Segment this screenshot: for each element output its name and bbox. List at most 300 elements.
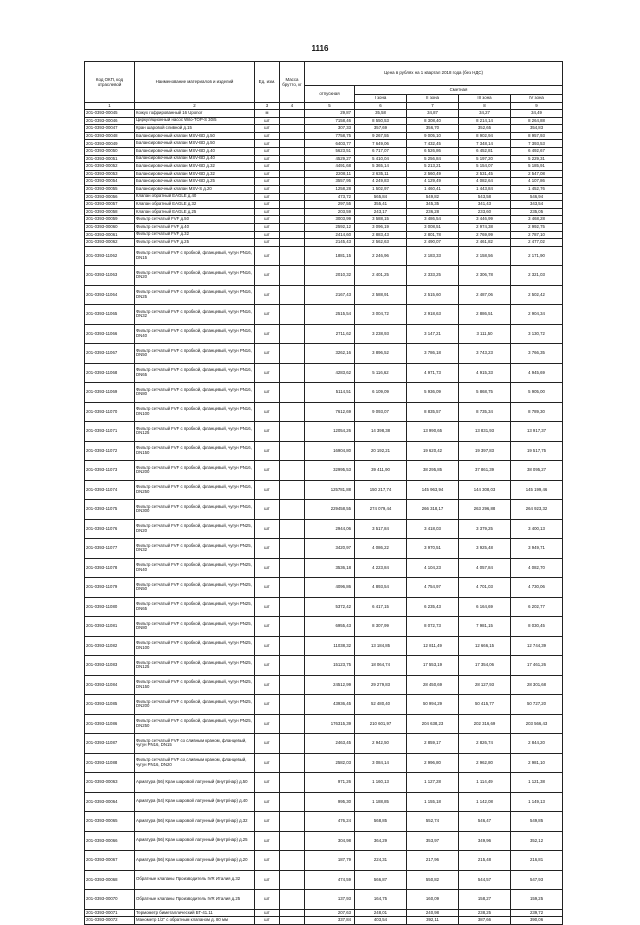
zone-1-price: 39 411,90 bbox=[355, 461, 407, 481]
zone-2-price: 2 918,63 bbox=[407, 305, 459, 325]
zone-2-price: 160,09 bbox=[407, 890, 459, 910]
item-name: Клапан обратный EAGLE д.32 bbox=[135, 201, 255, 209]
zone-3-price: 2 962,80 bbox=[459, 753, 511, 773]
mass bbox=[280, 140, 305, 148]
unit: шт bbox=[255, 597, 280, 617]
item-name: Фильтр сетчатый FVF с пробкой, фланцевый, чугун PN16, DN15 bbox=[135, 246, 255, 266]
code: 201-0393-00045 bbox=[85, 110, 135, 118]
item-name: Фильтр сетчатый FVF с пробкой, фланцевый, чугун PN16, DN150 bbox=[135, 441, 255, 461]
zone-4-price: 8 957,93 bbox=[511, 132, 563, 140]
code: 201-0393-00065 bbox=[85, 812, 135, 832]
zone-1-price: 7 649,06 bbox=[355, 140, 407, 148]
zone-3-price: 5 197,20 bbox=[459, 155, 511, 163]
unit: шт bbox=[255, 363, 280, 383]
zone-3-price: 2 461,82 bbox=[459, 239, 511, 247]
table-row bbox=[85, 636, 563, 656]
item-name: Обратные клапаны Производитель IVR Италия д.25 bbox=[135, 890, 255, 910]
zone-4-price: 3 949,71 bbox=[511, 539, 563, 559]
zone-1-price: 2 562,63 bbox=[355, 239, 407, 247]
zone-1-price: 5 116,62 bbox=[355, 363, 407, 383]
zone-1-price: 5 410,04 bbox=[355, 155, 407, 163]
code: 201-0393-00068 bbox=[85, 870, 135, 890]
release-price: 137,93 bbox=[305, 890, 355, 910]
item-name: Арматура (56) Кран шаровой латунный (внутр/нар) д.50 bbox=[135, 773, 255, 793]
zone-3-price: 17 354,06 bbox=[459, 656, 511, 676]
table-row bbox=[85, 695, 563, 715]
zone-3-price: 341,43 bbox=[459, 201, 511, 209]
zone-3-price: 546,47 bbox=[459, 812, 511, 832]
table-row bbox=[85, 110, 563, 118]
unit: шт bbox=[255, 773, 280, 793]
zone-4-price: 1 452,76 bbox=[511, 185, 563, 193]
code: 201-0393-00052 bbox=[85, 163, 135, 171]
release-price: 3557,95 bbox=[305, 178, 355, 186]
zone-1-price: 6 417,15 bbox=[355, 597, 407, 617]
table-row bbox=[85, 597, 563, 617]
zone-1-price: 3 096,19 bbox=[355, 223, 407, 231]
table-row bbox=[85, 917, 563, 925]
zone-1-price: 243,17 bbox=[355, 208, 407, 216]
code: 201-0393-00059 bbox=[85, 216, 135, 224]
zone-2-price: 145 963,94 bbox=[407, 480, 459, 500]
zone-1-price: 8 550,53 bbox=[355, 117, 407, 125]
release-price: 7758,75 bbox=[305, 132, 355, 140]
table-row bbox=[85, 223, 563, 231]
zone-1-price: 8 307,99 bbox=[355, 617, 407, 637]
zone-3-price: 13 831,93 bbox=[459, 422, 511, 442]
table-row bbox=[85, 480, 563, 500]
release-price: 5372,42 bbox=[305, 597, 355, 617]
zone-2-price: 549,82 bbox=[407, 193, 459, 201]
zone-1-price: 6 109,09 bbox=[355, 383, 407, 403]
table-row bbox=[85, 208, 563, 216]
table-row bbox=[85, 163, 563, 171]
code: 201-0393-00072 bbox=[85, 917, 135, 925]
zone-2-price: 4 129,49 bbox=[407, 178, 459, 186]
zone-4-price: 5 905,00 bbox=[511, 383, 563, 403]
zone-3-price: 158,27 bbox=[459, 890, 511, 910]
code: 201-0393-11080 bbox=[85, 597, 135, 617]
release-price: 995,30 bbox=[305, 792, 355, 812]
zone-2-price: 3 418,03 bbox=[407, 519, 459, 539]
zone-1-price: 4 223,84 bbox=[355, 558, 407, 578]
zone-4-price: 203 566,43 bbox=[511, 714, 563, 734]
code: 201-0393-00058 bbox=[85, 208, 135, 216]
zone-4-price: 547,93 bbox=[511, 870, 563, 890]
table-row bbox=[85, 402, 563, 422]
unit: шт bbox=[255, 831, 280, 851]
mass bbox=[280, 125, 305, 133]
item-name: Фильтр сетчатый FVF со сливным краном, фланцевый, чугун PN16, DN20 bbox=[135, 753, 255, 773]
header-price-group: Цена в рублях на 1 квартал 2018 года (без НДС) bbox=[305, 62, 563, 86]
zone-1-price: 3 238,93 bbox=[355, 324, 407, 344]
code: 201-0393-00071 bbox=[85, 909, 135, 917]
zone-4-price: 4 730,06 bbox=[511, 578, 563, 598]
zone-4-price: 3 766,35 bbox=[511, 344, 563, 364]
item-name: Фильтр сетчатый FVF с пробкой, фланцевый, чугун PN16, DN100 bbox=[135, 402, 255, 422]
item-name: Кран шаровой сливной д.15 bbox=[135, 125, 255, 133]
item-name: Фильтр сетчатый FVF д.25 bbox=[135, 239, 255, 247]
code: 201-0393-00057 bbox=[85, 201, 135, 209]
code: 201-0393-11077 bbox=[85, 539, 135, 559]
mass bbox=[280, 324, 305, 344]
release-price: 4283,62 bbox=[305, 363, 355, 383]
zone-3-price: 37 861,39 bbox=[459, 461, 511, 481]
table-row bbox=[85, 812, 563, 832]
zone-2-price: 2 490,07 bbox=[407, 239, 459, 247]
release-price: 12054,26 bbox=[305, 422, 355, 442]
zone-2-price: 5 256,84 bbox=[407, 155, 459, 163]
zone-4-price: 3 400,13 bbox=[511, 519, 563, 539]
code: 201-0393-00050 bbox=[85, 147, 135, 155]
unit: шт bbox=[255, 201, 280, 209]
zone-4-price: 6 492,67 bbox=[511, 147, 563, 155]
release-price: 16904,80 bbox=[305, 441, 355, 461]
code: 201-0393-11084 bbox=[85, 675, 135, 695]
table-row bbox=[85, 675, 563, 695]
table-row bbox=[85, 578, 563, 598]
zone-1-price: 403,54 bbox=[355, 917, 407, 925]
item-name: Балансировочный клапан MSV-S д.20 bbox=[135, 185, 255, 193]
release-price: 476,24 bbox=[305, 812, 355, 832]
release-price: 6955,43 bbox=[305, 617, 355, 637]
zone-2-price: 353,97 bbox=[407, 831, 459, 851]
item-name: Балансировочный клапан MSV-BD д.40 bbox=[135, 147, 255, 155]
zone-4-price: 4 945,69 bbox=[511, 363, 563, 383]
release-price: 15123,75 bbox=[305, 656, 355, 676]
unit: шт bbox=[255, 324, 280, 344]
item-name: Фильтр сетчатый FVF с пробкой, фланцевый, чугун PN16, DN125 bbox=[135, 422, 255, 442]
zone-4-price: 549,85 bbox=[511, 812, 563, 832]
zone-2-price: 204 638,23 bbox=[407, 714, 459, 734]
zone-4-price: 50 727,20 bbox=[511, 695, 563, 715]
zone-4-price: 17 461,26 bbox=[511, 656, 563, 676]
table-row bbox=[85, 170, 563, 178]
item-name: Балансировочный клапан MSV-BD д.40 bbox=[135, 155, 255, 163]
zone-1-price: 2 635,11 bbox=[355, 170, 407, 178]
item-name: Кожух гофрированный 16 Uponor bbox=[135, 110, 255, 118]
table-row bbox=[85, 266, 563, 286]
zone-3-price: 2 974,38 bbox=[459, 223, 511, 231]
release-price: 3536,18 bbox=[305, 558, 355, 578]
code: 201-0393-11072 bbox=[85, 441, 135, 461]
mass bbox=[280, 155, 305, 163]
table-row bbox=[85, 890, 563, 910]
table-row bbox=[85, 500, 563, 520]
code: 201-0393-11081 bbox=[85, 617, 135, 637]
table-row bbox=[85, 216, 563, 224]
zone-1-price: 5 365,14 bbox=[355, 163, 407, 171]
mass bbox=[280, 753, 305, 773]
zone-2-price: 9 005,10 bbox=[407, 132, 459, 140]
unit: шт bbox=[255, 383, 280, 403]
mass bbox=[280, 246, 305, 266]
mass bbox=[280, 461, 305, 481]
code: 201-0393-11068 bbox=[85, 363, 135, 383]
item-name: Фильтр сетчатый FVF с пробкой, фланцевый, чугун PN16, DN200 bbox=[135, 461, 255, 481]
table-row bbox=[85, 231, 563, 239]
table-row bbox=[85, 870, 563, 890]
code: 201-0393-00049 bbox=[85, 140, 135, 148]
mass bbox=[280, 110, 305, 118]
zone-1-price: 210 601,97 bbox=[355, 714, 407, 734]
zone-2-price: 3 786,18 bbox=[407, 344, 459, 364]
zone-3-price: 6 452,81 bbox=[459, 147, 511, 155]
unit: шт bbox=[255, 422, 280, 442]
unit: шт bbox=[255, 500, 280, 520]
zone-2-price: 2 801,78 bbox=[407, 231, 459, 239]
zone-4-price: 235,05 bbox=[511, 208, 563, 216]
zone-2-price: 7 432,45 bbox=[407, 140, 459, 148]
zone-1-price: 35,58 bbox=[355, 110, 407, 118]
header-estimate: Сметная bbox=[355, 86, 563, 95]
code: 201-0393-11082 bbox=[85, 636, 135, 656]
mass bbox=[280, 480, 305, 500]
code: 201-0393-11087 bbox=[85, 734, 135, 754]
release-price: 5114,51 bbox=[305, 383, 355, 403]
zone-3-price: 2 487,06 bbox=[459, 285, 511, 305]
unit: шт bbox=[255, 753, 280, 773]
item-name: Фильтр сетчатый FVF с пробкой, фланцевый, чугун PN16, DN32 bbox=[135, 305, 255, 325]
table-row bbox=[85, 714, 563, 734]
zone-2-price: 2 333,25 bbox=[407, 266, 459, 286]
zone-2-price: 552,74 bbox=[407, 812, 459, 832]
item-name: Фильтр сетчатый FVF с пробкой, фланцевый, чугун PN25, DN150 bbox=[135, 675, 255, 695]
zone-3-price: 2 886,51 bbox=[459, 305, 511, 325]
release-price: 2515,54 bbox=[305, 305, 355, 325]
item-name: Фильтр сетчатый FVF с пробкой, фланцевый, чугун PN25, DN80 bbox=[135, 617, 255, 637]
zone-2-price: 28 450,69 bbox=[407, 675, 459, 695]
table-row bbox=[85, 461, 563, 481]
table-row bbox=[85, 363, 563, 383]
zone-3-price: 4 057,84 bbox=[459, 558, 511, 578]
table-row bbox=[85, 246, 563, 266]
release-price: 473,72 bbox=[305, 193, 355, 201]
code: 201-0393-11069 bbox=[85, 383, 135, 403]
zone-1-price: 1 160,13 bbox=[355, 773, 407, 793]
zone-2-price: 550,82 bbox=[407, 870, 459, 890]
zone-2-price: 240,98 bbox=[407, 909, 459, 917]
code: 201-0393-00054 bbox=[85, 178, 135, 186]
item-name: Фильтр сетчатый FVF с пробкой, фланцевый, чугун PN25, DN125 bbox=[135, 656, 255, 676]
release-price: 229458,55 bbox=[305, 500, 355, 520]
header-zone: I зона bbox=[355, 95, 407, 103]
release-price: 307,33 bbox=[305, 125, 355, 133]
mass bbox=[280, 231, 305, 239]
table-row bbox=[85, 239, 563, 247]
zone-4-price: 5 185,91 bbox=[511, 163, 563, 171]
mass bbox=[280, 132, 305, 140]
mass bbox=[280, 266, 305, 286]
release-price: 2582,03 bbox=[305, 753, 355, 773]
header-zone: II зона bbox=[407, 95, 459, 103]
unit: шт bbox=[255, 239, 280, 247]
release-price: 2944,06 bbox=[305, 519, 355, 539]
zone-1-price: 14 398,38 bbox=[355, 422, 407, 442]
code: 201-0393-00063 bbox=[85, 773, 135, 793]
zone-1-price: 2 246,96 bbox=[355, 246, 407, 266]
code: 201-0393-00062 bbox=[85, 239, 135, 247]
item-name: Фильтр сетчатый FVF с пробкой, фланцевый, чугун PN25, DN250 bbox=[135, 714, 255, 734]
zone-4-price: 264 923,32 bbox=[511, 500, 563, 520]
zone-1-price: 224,31 bbox=[355, 851, 407, 871]
mass bbox=[280, 363, 305, 383]
item-name: Балансировочный клапан MSV-BD д.32 bbox=[135, 163, 255, 171]
zone-3-price: 3 379,25 bbox=[459, 519, 511, 539]
zone-1-price: 4 249,83 bbox=[355, 178, 407, 186]
unit: шт bbox=[255, 193, 280, 201]
zone-4-price: 8 789,30 bbox=[511, 402, 563, 422]
mass bbox=[280, 178, 305, 186]
zone-2-price: 266 318,17 bbox=[407, 500, 459, 520]
release-price: 2010,32 bbox=[305, 266, 355, 286]
zone-2-price: 392,11 bbox=[407, 917, 459, 925]
zone-3-price: 3 743,23 bbox=[459, 344, 511, 364]
item-name: Арматура (56) Кран шаровой латунный (внутр/нар) д.20 bbox=[135, 851, 255, 871]
release-price: 3420,97 bbox=[305, 539, 355, 559]
zone-3-price: 4 082,64 bbox=[459, 178, 511, 186]
zone-2-price: 217,96 bbox=[407, 851, 459, 871]
column-number: 3 bbox=[255, 103, 280, 110]
item-name: Фильтр сетчатый FVF с пробкой, фланцевый, чугун PN16, DN40 bbox=[135, 324, 255, 344]
column-number: 7 bbox=[407, 103, 459, 110]
mass bbox=[280, 578, 305, 598]
zone-2-price: 3 008,51 bbox=[407, 223, 459, 231]
release-price: 11038,32 bbox=[305, 636, 355, 656]
zone-1-price: 566,87 bbox=[355, 870, 407, 890]
zone-4-price: 216,81 bbox=[511, 851, 563, 871]
table-row bbox=[85, 519, 563, 539]
zone-3-price: 3 925,48 bbox=[459, 539, 511, 559]
table-row bbox=[85, 558, 563, 578]
unit: шт bbox=[255, 480, 280, 500]
mass bbox=[280, 170, 305, 178]
zone-4-price: 2 171,90 bbox=[511, 246, 563, 266]
zone-1-price: 3 004,72 bbox=[355, 305, 407, 325]
zone-2-price: 1 127,28 bbox=[407, 773, 459, 793]
zone-4-price: 6 202,77 bbox=[511, 597, 563, 617]
table-row bbox=[85, 132, 563, 140]
mass bbox=[280, 773, 305, 793]
code: 201-0393-11083 bbox=[85, 656, 135, 676]
zone-3-price: 12 666,15 bbox=[459, 636, 511, 656]
zone-3-price: 50 415,77 bbox=[459, 695, 511, 715]
item-name: Фильтр сетчатый FVF с пробкой, фланцевый, чугун PN16, DN65 bbox=[135, 363, 255, 383]
code: 201-0393-11076 bbox=[85, 519, 135, 539]
zone-1-price: 29 279,83 bbox=[355, 675, 407, 695]
unit: шт bbox=[255, 132, 280, 140]
mass bbox=[280, 695, 305, 715]
release-price: 2592,12 bbox=[305, 223, 355, 231]
zone-3-price: 349,96 bbox=[459, 831, 511, 851]
unit: шт bbox=[255, 695, 280, 715]
item-name: Фильтр сетчатый FVF с пробкой, фланцевый, чугун PN16, DN20 bbox=[135, 266, 255, 286]
zone-1-price: 2 883,43 bbox=[355, 231, 407, 239]
code: 201-0393-00060 bbox=[85, 223, 135, 231]
code: 201-0393-11073 bbox=[85, 461, 135, 481]
item-name: Балансировочный клапан MSV-BD д.50 bbox=[135, 140, 255, 148]
zone-2-price: 4 754,97 bbox=[407, 578, 459, 598]
zone-4-price: 38 095,27 bbox=[511, 461, 563, 481]
zone-1-price: 18 064,74 bbox=[355, 656, 407, 676]
zone-4-price: 5 229,31 bbox=[511, 155, 563, 163]
release-price: 2167,43 bbox=[305, 285, 355, 305]
unit: шт bbox=[255, 266, 280, 286]
zone-3-price: 544,57 bbox=[459, 870, 511, 890]
zone-4-price: 2 321,03 bbox=[511, 266, 563, 286]
release-price: 125781,88 bbox=[305, 480, 355, 500]
unit: м bbox=[255, 110, 280, 118]
mass bbox=[280, 851, 305, 871]
mass bbox=[280, 617, 305, 637]
unit: шт bbox=[255, 246, 280, 266]
code: 201-0393-00053 bbox=[85, 170, 135, 178]
item-name: Арматура (56) Кран шаровой латунный (внутр/нар) д.32 bbox=[135, 812, 255, 832]
mass bbox=[280, 792, 305, 812]
release-price: 187,79 bbox=[305, 851, 355, 871]
zone-1-price: 20 192,21 bbox=[355, 441, 407, 461]
code: 201-0393-11063 bbox=[85, 266, 135, 286]
item-name: Фильтр сетчатый FVF с пробкой, фланцевый, чугун PN16, DN80 bbox=[135, 383, 255, 403]
zone-3-price: 19 397,83 bbox=[459, 441, 511, 461]
zone-2-price: 17 553,19 bbox=[407, 656, 459, 676]
zone-3-price: 543,58 bbox=[459, 193, 511, 201]
table-row bbox=[85, 383, 563, 403]
column-number: 8 bbox=[459, 103, 511, 110]
code: 201-0393-11070 bbox=[85, 402, 135, 422]
code: 201-0393-00061 bbox=[85, 231, 135, 239]
zone-2-price: 4 104,23 bbox=[407, 558, 459, 578]
unit: шт bbox=[255, 617, 280, 637]
zone-4-price: 34,49 bbox=[511, 110, 563, 118]
zone-2-price: 38 295,85 bbox=[407, 461, 459, 481]
zone-4-price: 13 917,37 bbox=[511, 422, 563, 442]
table-row bbox=[85, 851, 563, 871]
unit: шт bbox=[255, 117, 280, 125]
unit: шт bbox=[255, 140, 280, 148]
unit: шт bbox=[255, 185, 280, 193]
item-name: Балансировочный клапан MSV-BD д.25 bbox=[135, 178, 255, 186]
item-name: Фильтр сетчатый FVF д.40 bbox=[135, 223, 255, 231]
mass bbox=[280, 305, 305, 325]
header-release: отпускная bbox=[305, 86, 355, 103]
zone-4-price: 8 264,88 bbox=[511, 117, 563, 125]
item-name: Фильтр сетчатый FVF с пробкой, фланцевый, чугун PN25, DN32 bbox=[135, 539, 255, 559]
zone-3-price: 1 142,08 bbox=[459, 792, 511, 812]
table-row bbox=[85, 117, 563, 125]
zone-4-price: 3 468,28 bbox=[511, 216, 563, 224]
unit: шт bbox=[255, 851, 280, 871]
unit: шт bbox=[255, 792, 280, 812]
zone-4-price: 4 107,86 bbox=[511, 178, 563, 186]
mass bbox=[280, 714, 305, 734]
zone-2-price: 2 560,49 bbox=[407, 170, 459, 178]
unit: шт bbox=[255, 344, 280, 364]
code: 201-0393-00064 bbox=[85, 792, 135, 812]
code: 201-0393-11066 bbox=[85, 324, 135, 344]
zone-4-price: 4 082,70 bbox=[511, 558, 563, 578]
release-price: 3262,16 bbox=[305, 344, 355, 364]
zone-4-price: 3 130,72 bbox=[511, 324, 563, 344]
column-number: 5 bbox=[305, 103, 355, 110]
zone-1-price: 1 188,85 bbox=[355, 792, 407, 812]
release-price: 5623,51 bbox=[305, 147, 355, 155]
item-name: Фильтр сетчатый FVF с пробкой, фланцевый, чугун PN25, DN50 bbox=[135, 578, 255, 598]
mass bbox=[280, 734, 305, 754]
zone-4-price: 2 844,20 bbox=[511, 734, 563, 754]
zone-3-price: 1 443,84 bbox=[459, 185, 511, 193]
zone-3-price: 1 114,49 bbox=[459, 773, 511, 793]
